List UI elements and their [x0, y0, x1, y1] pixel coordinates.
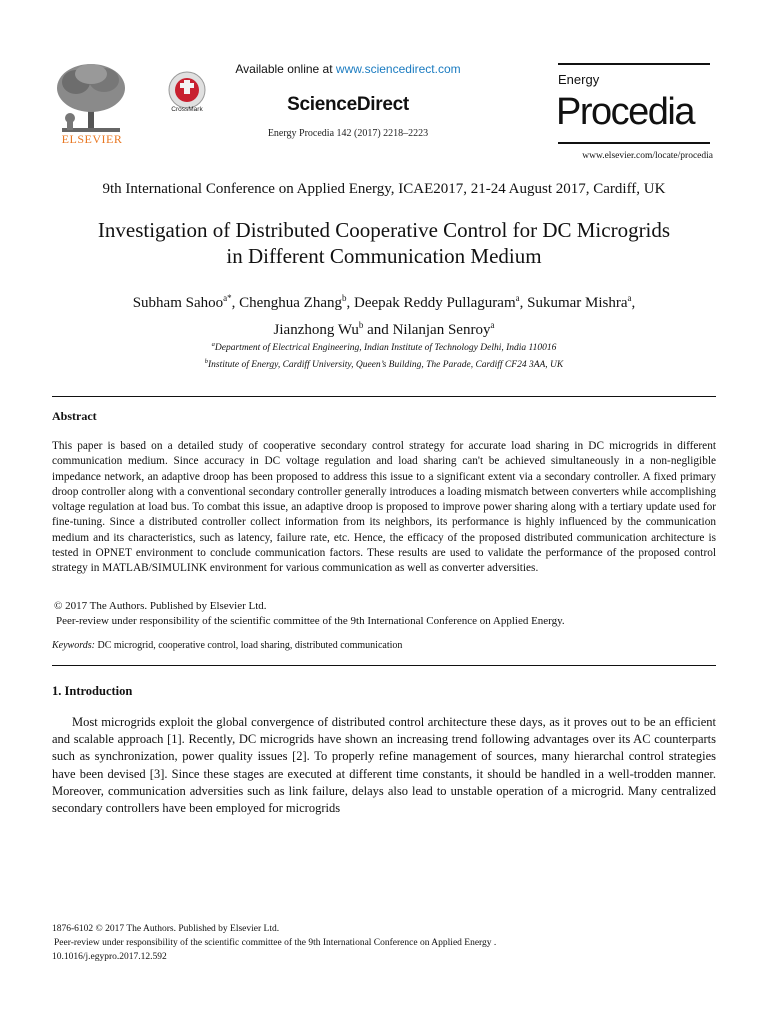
footer-peer-review: Peer-review under responsibility of the scientific committee of the 9th International Conference on Applied Energy .: [54, 938, 497, 948]
peer-review-line: Peer-review under responsibility of the scientific committee of the 9th International Conference on Applied Energy.: [56, 615, 565, 627]
footer-issn-copyright: 1876-6102 © 2017 The Authors. Published by Elsevier Ltd.: [52, 924, 280, 934]
affiliation-text: Department of Electrical Engineering, Indian Institute of Technology Delhi, India 110016: [214, 343, 557, 354]
crossmark-label: CrossMark: [171, 106, 203, 113]
author-sup: a*: [223, 293, 232, 303]
author-separator: ,: [519, 295, 528, 311]
available-online-line: [218, 62, 478, 76]
affiliation-sup: b: [204, 358, 208, 366]
abstract-body: This paper is based on a detailed study of cooperative secondary control strategy for accurate load sharing in DC microgrids in different communication medium. Since accuracy in DC voltage regulation and load sharing can't be achieved simultaneously in a non-negligible impedance network, an adaptive droop has been proposed to address this issue to a significant extent via a secondary controller. A fixed primary droop controller along with a conventional secondary controller generally introduces a loading mismatch between converters while accomplishing voltage regulation at load bus. To combat this issue, an adaptive droop is proposed to improve power sharing along with a tertiary update used for fine-tuning. Since a distributed controller collect information from its neighbors, its performance is highly influenced by the communication medium and its characteristics, such as latency, failure rate, etc. Hence, the efficacy of the proposed distributed communication architecture is tested in OPNET environment to conclude communication factors. These results are used to validate the performance of the proposed control strategy in MATLAB/SIMULINK environment for various communication as well as converter adversities.: [52, 440, 716, 575]
abstract-rule-bottom: [52, 665, 716, 666]
journal-name-small: Energy: [558, 72, 600, 87]
keywords-line: [52, 640, 402, 651]
affiliation-b: [100, 355, 668, 372]
masthead-rule-bottom: [558, 142, 710, 144]
title-line-2: in Different Communication Medium: [226, 244, 542, 268]
journal-reference: Energy Procedia 142 (2017) 2218–2223: [267, 128, 429, 139]
title-line-1: Investigation of Distributed Cooperative Control for DC Microgrids: [97, 218, 671, 242]
introduction-paragraph: Most microgrids exploit the global convergence of distributed control architecture these days, as it proves out to be an efficient and scalable approach [1]. Recently, DC microgrids have shown an increasing trend following advantages over its AC counterparts such as synchronization, power quality issues [2]. To properly refine management of sources, many hierarchal control strategies have been devised [3]. Since these stages are executed at different time constants, it should be handled in a well-trodden manner. Moreover, communication adversities such as link failure, delays also lead to unstable operation of a microgrid. Many centralized secondary controllers have been employed for microgrids: [52, 715, 716, 816]
author-name: Jianzhong Wu: [273, 322, 359, 338]
elsevier-wordmark: ELSEVIER: [61, 132, 123, 146]
author-line-1: [60, 287, 708, 314]
author-sup: a: [627, 293, 632, 303]
abstract-rule-top: [52, 396, 716, 397]
affiliation-text: Institute of Energy, Cardiff University, Queen’s Building, The Parade, Cardiff CF24 3AA, UK: [207, 360, 564, 371]
author-sup: b: [358, 320, 364, 330]
author-sup: b: [342, 293, 347, 303]
affiliation-sup: a: [211, 341, 215, 348]
author-separator: and: [363, 322, 393, 338]
masthead-rule-top: [558, 63, 710, 65]
journal-url-link[interactable]: www.elsevier.com/locate/procedia: [582, 151, 713, 161]
journal-name-large: Procedia: [556, 91, 694, 133]
copyright-line: © 2017 The Authors. Published by Elsevier Ltd.: [54, 600, 267, 612]
conference-line: 9th International Conference on Applied Energy, ICAE2017, 21-24 August 2017, Cardiff, UK: [102, 181, 666, 197]
author-name: Chenghua Zhang: [239, 295, 342, 311]
author-sup: a: [490, 320, 495, 330]
sciencedirect-brand: ScienceDirect: [287, 94, 409, 115]
paper-title: [40, 217, 728, 269]
author-list: [60, 287, 708, 341]
author-name: Nilanjan Senroy: [392, 322, 491, 338]
author-name: Sukumar Mishra: [527, 295, 628, 311]
author-line-2: [60, 314, 708, 341]
author-name: Deepak Reddy Pullaguram: [354, 295, 516, 311]
author-sup: a: [515, 293, 520, 303]
abstract-heading: Abstract: [52, 409, 97, 423]
author-separator: ,: [631, 295, 636, 311]
author-name: Subham Sahoo: [132, 295, 224, 311]
author-separator: ,: [346, 295, 354, 311]
available-prefix: Available online at: [235, 62, 336, 76]
section-heading-introduction: 1. Introduction: [52, 684, 133, 698]
keywords-label: Keywords:: [52, 640, 95, 651]
sciencedirect-link[interactable]: www.sciencedirect.com: [335, 62, 461, 76]
author-separator: ,: [231, 295, 240, 311]
affiliation-a: [100, 338, 668, 355]
keywords-text: DC microgrid, cooperative control, load sharing, distributed communication: [97, 640, 403, 651]
footer-doi[interactable]: 10.1016/j.egypro.2017.12.592: [52, 952, 167, 962]
affiliations: [100, 338, 668, 372]
